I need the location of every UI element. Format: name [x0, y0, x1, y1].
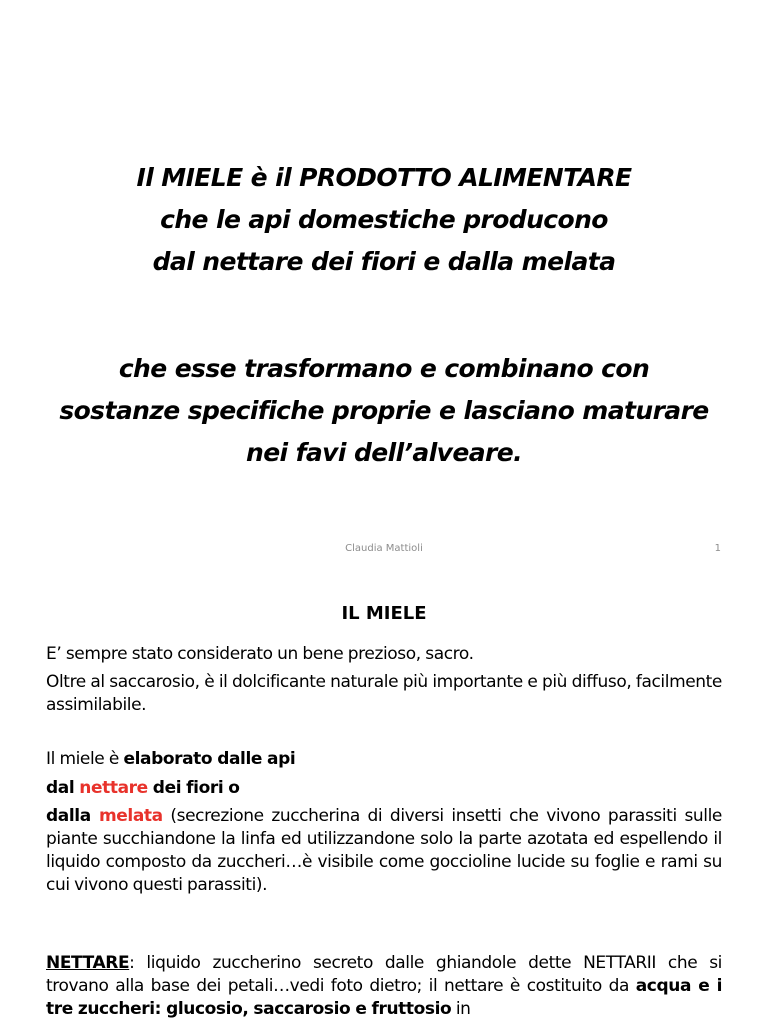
text-span: in [451, 999, 471, 1019]
keyword-nettare: nettare [79, 778, 148, 798]
text-span: Il miele è [46, 749, 124, 769]
paragraph-honeydew [46, 805, 722, 897]
transformation-line: sostanze specifiche proprie e lasciano maturare [59, 396, 709, 425]
transformation-line: nei favi dell’alveare. [246, 438, 522, 467]
text-span: dalla [46, 806, 99, 826]
definition-paragraph [20, 157, 748, 283]
term-nettare: NETTARE [46, 953, 130, 973]
paragraph-elaborated [46, 748, 722, 771]
definition-line: Il MIELE è il PRODOTTO ALIMENTARE [136, 163, 632, 192]
definition-line: che le api domestiche producono [160, 205, 608, 234]
paragraph-sweetener: Oltre al saccarosio, è il dolcificante naturale più importante e più diffuso, facilmente assimilabile. [46, 672, 722, 715]
slide-title: IL MIELE [341, 603, 427, 624]
page-number: 1 [714, 543, 721, 554]
bold-phrase: elaborato dalle api [123, 749, 296, 769]
transformation-paragraph [20, 348, 748, 474]
paragraph-precious: E’ sempre stato considerato un bene prezioso, sacro. [46, 644, 474, 664]
text-span: dei fiori o [147, 778, 240, 798]
bold-phrase: acqua e i tre zuccheri: glucosio, saccarosio e fruttosio [46, 976, 722, 1019]
honeydew-description: (secrezione zuccherina di diversi insetti che vivono parassiti sulle piante succhiandone la linfa ed utilizzandone solo la parte azotata ed espellendo il liquido composto da zuccheri…è visibile come goccioline lucide su foglie e rami su cui vivono questi parassiti). [46, 806, 722, 895]
keyword-melata: melata [98, 806, 163, 826]
definition-line: dal nettare dei fiori e dalla melata [152, 247, 616, 276]
paragraph-nectar-definition [46, 952, 722, 1021]
text-span: : liquido zuccherino secreto dalle ghiandole dette NETTARII che si trovano alla base dei petali…vedi foto dietro; il nettare è costituito da [46, 953, 722, 996]
slide-2 [0, 576, 768, 1024]
transformation-line: che esse trasformano e combinano con [118, 354, 650, 383]
footer-author: Claudia Mattioli [345, 543, 423, 554]
text-span: dal [46, 778, 80, 798]
paragraph-nectar-source [46, 777, 722, 800]
